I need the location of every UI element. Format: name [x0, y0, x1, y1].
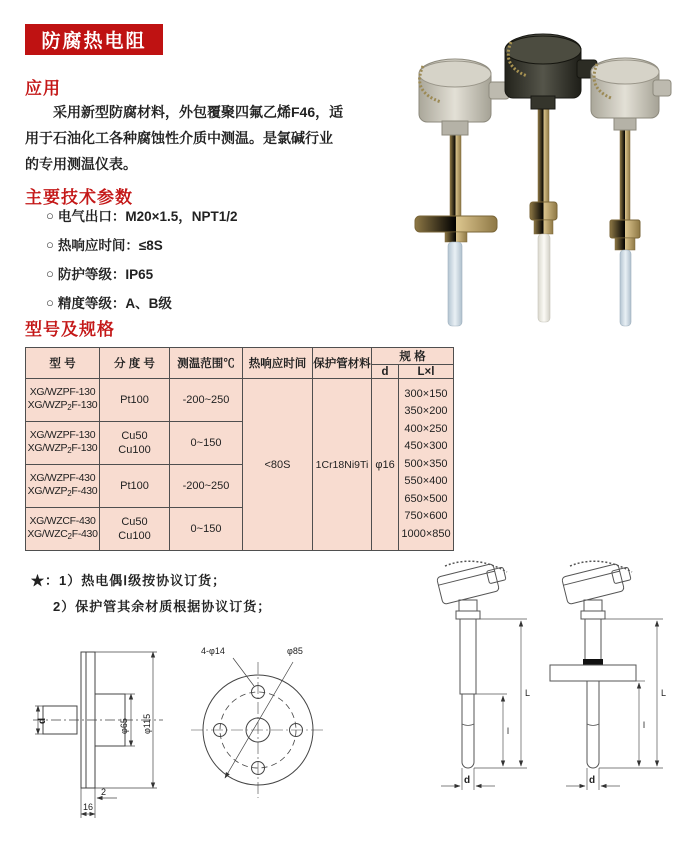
note-line-2: 2）保护管其余材质根据协议订货； — [53, 599, 272, 614]
parameter-text: 精度等级：A、B级 — [57, 296, 172, 311]
sheath-material-cell: 1Cr18Ni9Ti — [313, 379, 372, 551]
sensor-threaded — [505, 34, 597, 322]
table-row — [26, 379, 454, 422]
dim-label-L: L — [525, 688, 531, 698]
range-cell: -200~250 — [170, 379, 243, 422]
response-cell: <80S — [243, 379, 313, 551]
parameter-text: 电气出口：M20×1.5，NPT1/2 — [57, 209, 238, 224]
dim-label-16: 16 — [83, 802, 94, 812]
circle-bullet-icon: ○ — [46, 294, 54, 310]
sensor-flanged — [415, 59, 509, 326]
parameter-text: 热响应时间：≤8S — [57, 238, 163, 253]
graduation-cell: Pt100 — [100, 465, 170, 508]
model-cell: XG/WZPF-430 XG/WZP2F-430 — [26, 465, 100, 508]
page-title: 防腐热电阻 — [41, 31, 147, 52]
diameter-cell: φ16 — [372, 379, 399, 551]
flange-face-view — [191, 658, 325, 798]
col-header-spec: 规 格 — [372, 348, 454, 365]
dim-label-phi115: φ115 — [142, 713, 152, 734]
note-line-1: ★：1）热电偶Ⅰ级按协议订货； — [31, 573, 227, 588]
model-cell: XG/WZCF-430 XG/WZC2F-430 — [26, 508, 100, 551]
parameter-item — [46, 263, 153, 283]
dim-label-d: d — [37, 717, 48, 724]
application-heading: 应用 — [25, 79, 61, 98]
circle-bullet-icon: ○ — [46, 236, 54, 252]
col-header-range: 测温范围℃ — [170, 348, 243, 379]
sensor-hex-fitting — [591, 58, 671, 326]
model-cell: XG/WZPF-130 XG/WZP2F-130 — [26, 422, 100, 465]
models-heading: 型号及规格 — [25, 320, 115, 339]
page-title-banner — [25, 24, 163, 55]
dim-label-d: d — [589, 775, 596, 786]
flange-drawing — [33, 638, 345, 830]
dim-label-l: l — [643, 720, 645, 730]
application-text: 采用新型防腐材料，外包覆聚四氟乙烯F46，适用于石油化工各种腐蚀性介质中测温。是氯碱行业的专用测温仪表。 — [25, 104, 344, 172]
lxl-specs-cell: 300×150 350×200 400×250 450×300 500×350 550×400 650×500 750×600 1000×850 — [399, 379, 454, 551]
range-cell: -200~250 — [170, 465, 243, 508]
graduation-cell: Pt100 — [100, 379, 170, 422]
parameter-text: 防护等级：IP65 — [57, 267, 154, 282]
col-header-response: 热响应时间 — [243, 348, 313, 379]
range-cell: 0~150 — [170, 422, 243, 465]
col-header-sheath: 保护管材料 — [313, 348, 372, 379]
probe-plain-view — [436, 561, 527, 790]
col-header-lxl: L×l — [399, 365, 454, 379]
product-photo — [393, 22, 675, 340]
range-cell: 0~150 — [170, 508, 243, 551]
dim-label-2: 2 — [101, 787, 107, 797]
parameter-item — [46, 234, 163, 254]
dim-label-holes: 4-φ14 — [201, 646, 225, 656]
dim-label-phi65: φ65 — [119, 718, 129, 734]
flange-side-view — [33, 652, 163, 818]
graduation-cell: Cu50 Cu100 — [100, 422, 170, 465]
circle-bullet-icon: ○ — [46, 265, 54, 281]
model-cell: XG/WZPF-130 XG/WZP2F-130 — [26, 379, 100, 422]
col-header-d: d — [372, 365, 399, 379]
dim-label-d: d — [464, 775, 471, 786]
col-header-graduation: 分 度 号 — [100, 348, 170, 379]
circle-bullet-icon: ○ — [46, 207, 54, 223]
specification-table — [25, 347, 454, 551]
parameters-heading: 主要技术参数 — [25, 188, 133, 207]
probe-flanged-view — [550, 561, 663, 790]
graduation-cell: Cu50 Cu100 — [100, 508, 170, 551]
col-header-model: 型 号 — [26, 348, 100, 379]
dim-label-L: L — [661, 688, 667, 698]
parameter-item — [46, 205, 238, 225]
dim-label-bolt-circle: φ85 — [287, 646, 303, 656]
dim-label-l: l — [507, 726, 509, 736]
parameter-item — [46, 292, 172, 312]
probe-drawings — [423, 556, 675, 806]
